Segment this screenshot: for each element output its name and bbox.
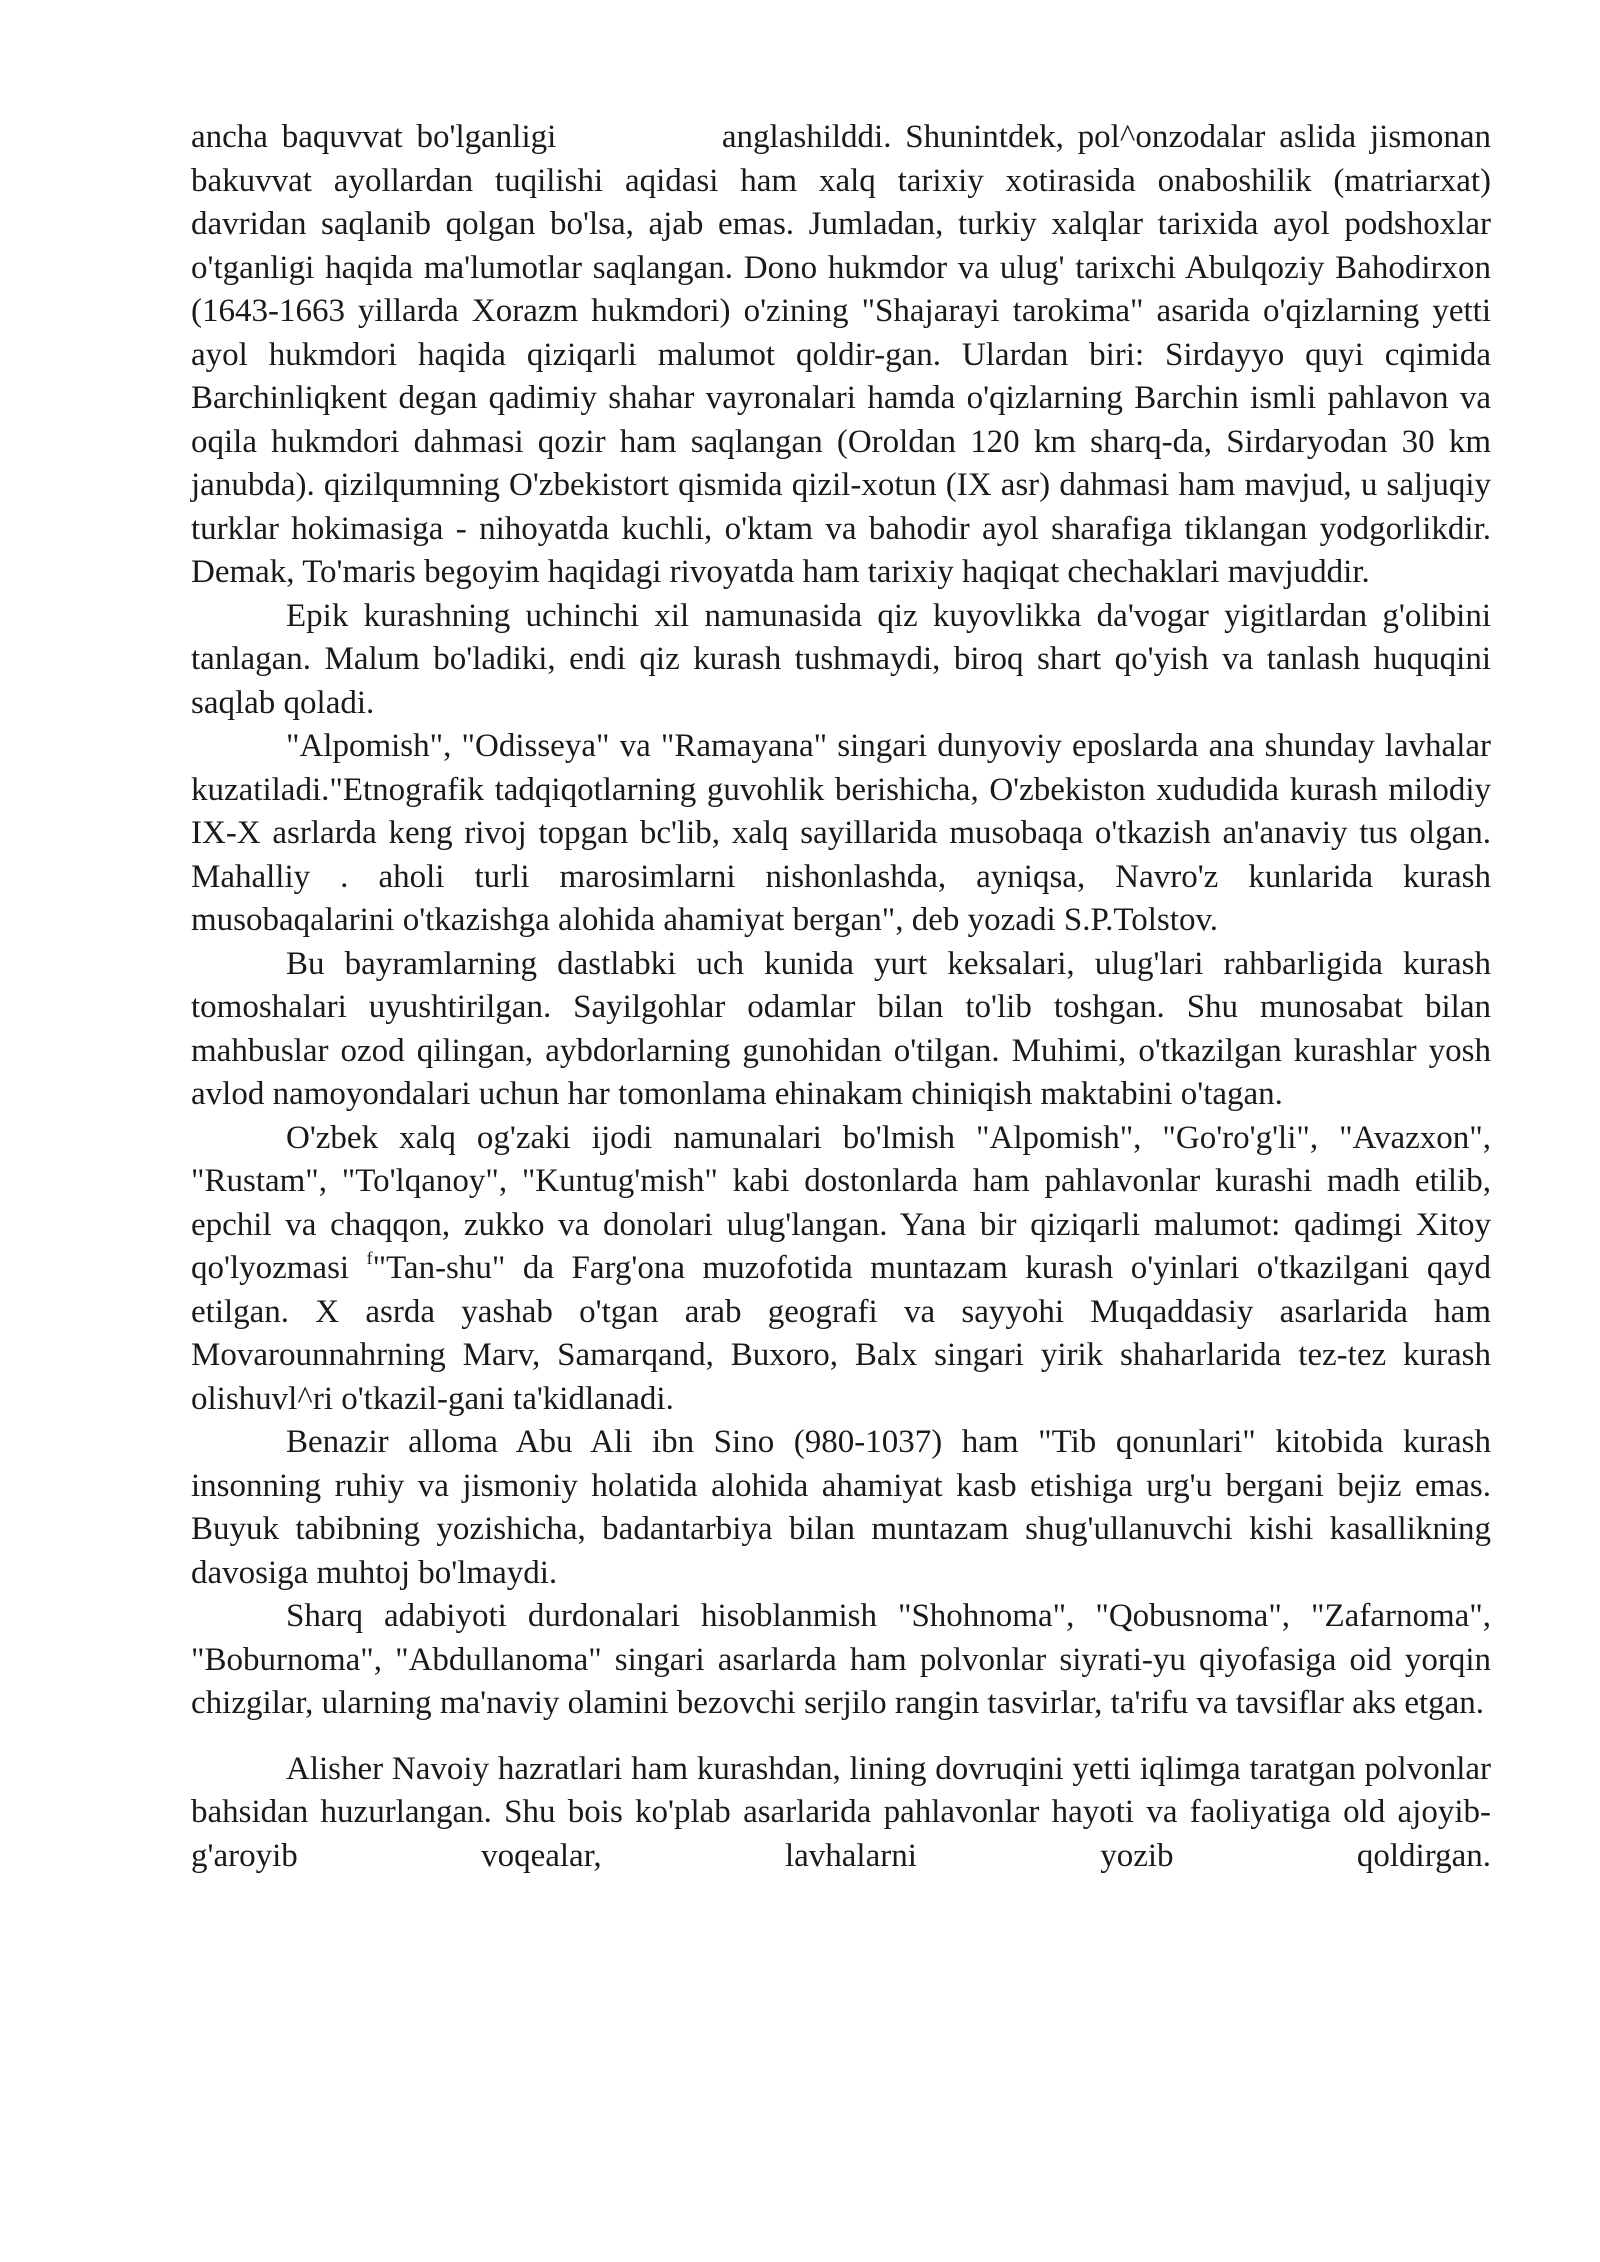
footnote-mark: f [366, 1248, 373, 1268]
paragraph-6: Benazir alloma Abu Ali ibn Sino (980-1037) ham "Tib qonunlari" kitobida kurash insonning ruhiy va jismoniy holatida alohida ahamiyat kasb etishiga urg'u bergani bejiz emas. Buyuk tabibning yozishicha, badantarbiya bilan muntazam shug'ullanuvchi kishi kasallikning davosiga muhtoj bo'lmaydi. [191, 1424, 1491, 1591]
paragraph-2: Epik kurashning uchinchi xil namunasida qiz kuyovlikka da'vogar yigitlardan g'olibini tanlagan. Malum bo'ladiki, endi qiz kurash tushmaydi, biroq shart qo'yish va tanlash huquqini saqlab qoladi. [191, 597, 1491, 721]
paragraph-5-text-after: "Tan-shu" da Farg'ona muzofotida muntazam kurash o'yinlari o'tkazilgani qayd etilgan. X asrda yashab o'tgan arab geografi va sayyohi Muqaddasiy asarlarida ham Movarounnahrning Marv, Samarqand, Buxoro, Balx singari yirik shaharlarida tez-tez kurash olishuvl^ri o'tkazil-gani ta'kidlanadi. [191, 1250, 1491, 1417]
paragraph-8: Alisher Navoiy hazratlari ham kurashdan, lining dovruqini yetti iqlimga taratgan polvonlar bahsidan huzurlangan. Shu bois ko'plab asarlarida pahlavonlar hayoti va faoliyatiga old ajoyib-g'aroyib voqealar, lavhalarni yozib qoldirgan. [191, 1750, 1491, 1874]
paragraph-5-text-before: O'zbek xalq og'zaki ijodi namunalari bo'lmish "Alpomish", "Go'ro'g'li", "Avazxon", "Rustam", "To'lqanoy", "Kuntug'mish" kabi dostonlarda ham pahlavonlar kurashi madh etilib, epchil va chaqqon, zukko va donolari ulug'langan. Yana bir qiziqarli malumot: qadimgi Xitoy qo'lyozmasi [191, 1119, 1491, 1286]
paragraph-5 [191, 1117, 1491, 1422]
paragraph-4: Bu bayramlarning dastlabki uch kunida yurt keksalari, ulug'lari rahbarligida kurash tomoshalari uyushtirilgan. Sayilgohlar odamlar bilan to'lib toshgan. Shu munosabat bilan mahbuslar ozod qilingan, aybdorlarning gunohidan o'tilgan. Muhimi, o'tkazilgan kurashlar yosh avlod namoyondalari uchun har tomonlama ehinakam chiniqish maktabini o'tagan. [191, 945, 1491, 1112]
paragraph-3: "Alpomish", "Odisseya" va "Ramayana" singari dunyoviy eposlarda ana shunday lavhalar kuzatiladi."Etnografik tadqiqotlarning guvohlik berishicha, O'zbekiston xududida kurash milodiy IX-X asrlarda keng rivoj topgan bc'lib, xalq sayillarida musobaqa o'tkazish an'anaviy tus olgan. Mahalliy . aholi turli marosimlarni nishonlashda, ayniqsa, Navro'z kunlarida kurash musobaqalarini o'tkazishga alohida ahamiyat bergan", deb yozadi S.P.Tolstov. [191, 728, 1491, 938]
document-page [191, 116, 1491, 1878]
paragraph-7: Sharq adabiyoti durdonalari hisoblanmish "Shohnoma", "Qobusnoma", "Zafarnoma", "Boburnoma", "Abdullanoma" singari asarlarda ham polvonlar siyrati-yu qiyofasiga oid yorqin chizgilar, ularning ma'naviy olamini bezovchi serjilo rangin tasvirlar, ta'rifu va tavsiflar aks etgan. [191, 1598, 1491, 1721]
paragraph-1: ancha baquvvat bo'lganligi anglashilddi. Shunintdek, pol^onzodalar aslida jismonan bakuvvat ayollardan tuqilishi aqidasi ham xalq tarixiy xotirasida onaboshilik (matriarxat) davridan saqlanib qolgan bo'lsa, ajab emas. Jumladan, turkiy xalqlar tarixida ayol podshoxlar o'tganligi haqida ma'lumotlar saqlangan. Dono hukmdor va ulug' tarixchi Abulqoziy Bahodirxon (1643-1663 yillarda Xorazm hukmdori) o'zining "Shajarayi tarokima" asarida o'qizlarning yetti ayol hukmdori haqida qiziqarli malumot qoldir-gan. Ulardan biri: Sirdayyo quyi cqimida Barchinliqkent degan qadimiy shahar vayronalari hamda o'qizlarning Barchin ismli pahlavon va oqila hukmdori dahmasi qozir ham saqlangan (Oroldan 120 km sharq-da, Sirdaryodan 30 km janubda). qizilqumning O'zbekistort qismida qizil-xotun (IX asr) dahmasi ham mavjud, u saljuqiy turklar hokimasiga - nihoyatda kuchli, o'ktam va bahodir ayol sharafiga tiklangan yodgorlikdir. Demak, To'maris begoyim haqidagi rivoyatda ham tarixiy haqiqat chechaklari mavjuddir. [191, 119, 1491, 590]
